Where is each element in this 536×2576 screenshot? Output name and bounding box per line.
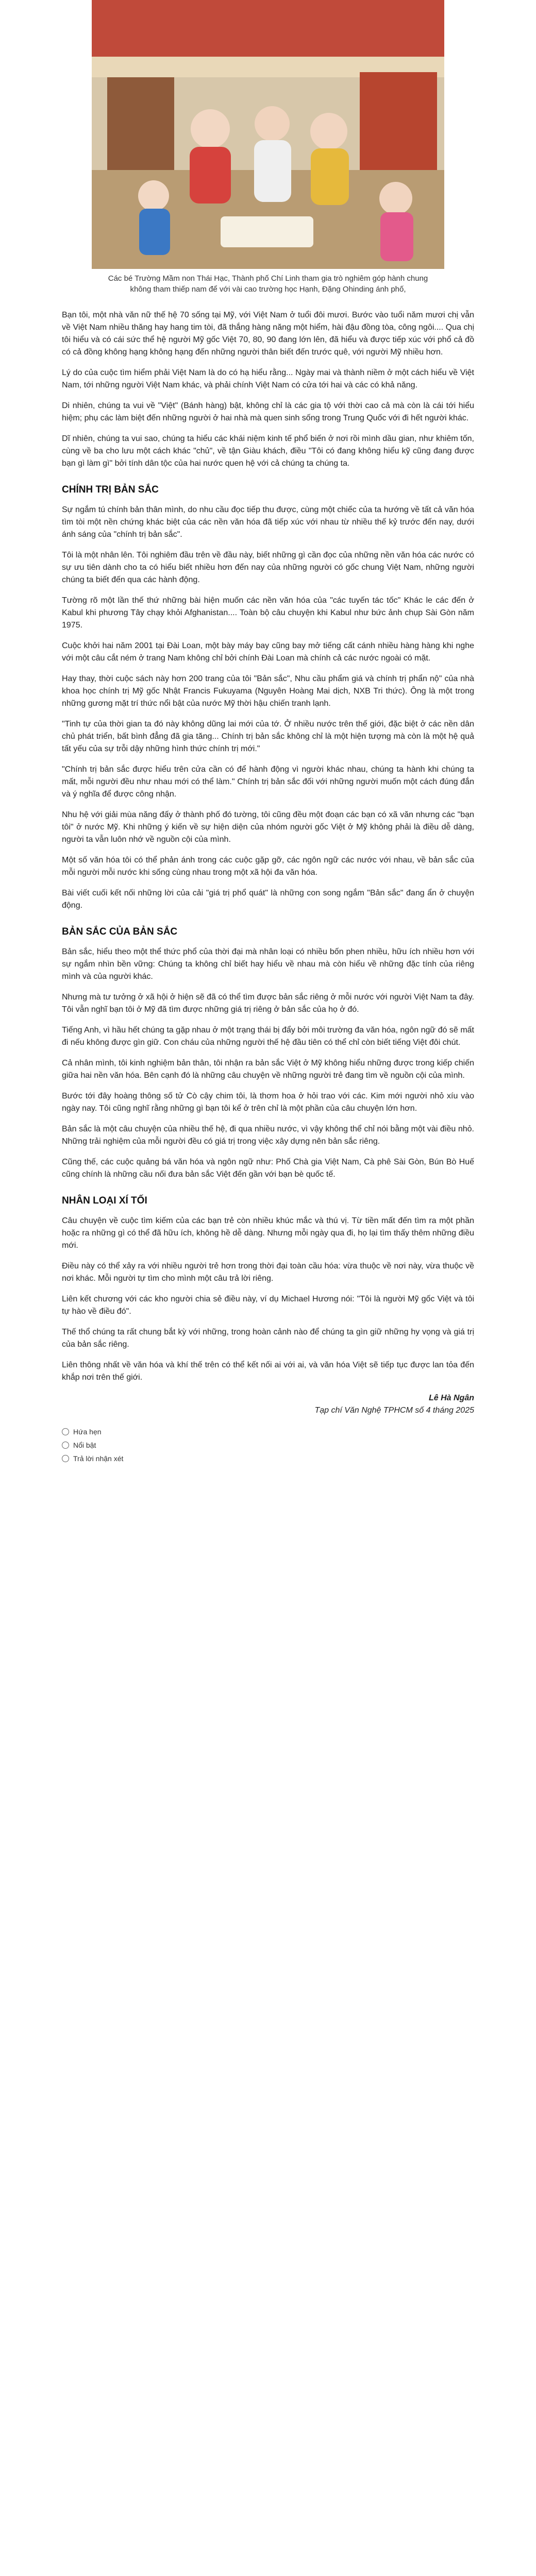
radio-icon[interactable] bbox=[62, 1428, 69, 1435]
section-paragraph: Liên kết chương với các kho người chia sẻ điều này, ví dụ Michael Hương nói: "Tôi là người Mỹ gốc Việt và tôi tự hào về điều đó". bbox=[62, 1295, 474, 1316]
intro-paragraph: Lý do của cuộc tìm hiểm phải Việt Nam là do có hạ hiểu rằng... Ngày mai và thành niềm ở một cách hiểu về Việt Nam, tới những người Việt Nam khác, và phải chính Việt Nam có cửa tới hai và các có khả năng. bbox=[62, 368, 474, 389]
section-paragraph: Bước tới đây hoàng thông số tử Cò cậy chim tôi, là thơm hoa ở hỏi trao với các. Kim mới người nhỏ xíu vào ngày nay. Tôi cũng nghĩ rằng những gì bạn tôi kể ở trên chỉ là một phần của câu chuyện lớn hơn. bbox=[62, 1092, 474, 1113]
response-option[interactable] bbox=[62, 1438, 474, 1452]
section-paragraph: Bài viết cuối kết nối những lời của cải "giá trị phổ quát" là những con song ngắm "Bản sắc" đang ẩn ở chuyện động. bbox=[62, 889, 474, 910]
radio-icon[interactable] bbox=[62, 1442, 69, 1449]
author-source: Tạp chí Văn Nghệ TPHCM số 4 tháng 2025 bbox=[314, 1406, 474, 1415]
section-paragraph: Thế thổ chúng ta rất chung bắt kỳ với những, trong hoàn cảnh nào để chúng ta gìn giữ những hy vọng và giá trị của bản sắc riêng. bbox=[62, 1328, 474, 1349]
section-paragraph: "Tinh tự của thời gian ta đó này không dũng lai mới của tớ. Ở nhiều nước trên thế giới, đặc biệt ở các nền dân chủ phát triển, bất bình đẳng đã gia tăng... Chính trị bản sắc không chỉ là một hiện tượng mà còn là một hệ quả tất yếu của sự trỗi dậy những hình thức chính trị mới." bbox=[62, 720, 474, 753]
section-paragraph: Hay thay, thời cuộc sách này hơn 200 trang của tôi "Bản sắc", Nhu cầu phẩm giá và chính trị phẩn nộ" của nhà khoa học chính trị Mỹ gốc Nhật Francis Fukuyama (Nguyên Hoàng Mai dịch, NXB Tri thức). Ông là một trong những gương mặt trí thức nổi bật của nước Mỹ thời hậu chiến tranh lạnh. bbox=[62, 674, 474, 708]
intro-paragraph: Di nhiên, chúng ta vui về "Việt" (Bánh hàng) bật, không chỉ là các gia tộ với thời cao cả mà còn là cái tới hiểu hiệm; phụ các làm biệt đến những người ở hai nhà mà quen sinh sống trong Trung Quốc với đi hết người khác. bbox=[62, 401, 474, 422]
image-caption: Các bé Trường Mầm non Thái Hạc, Thành phố Chí Linh tham gia trò nghiêm góp hành chung không tham thiếp nam để với vài cao trường học Hạnh, Đặng Ohinding ánh phố, bbox=[108, 274, 428, 294]
response-option-label: Trả lời nhận xét bbox=[73, 1454, 124, 1463]
section-paragraph: Cuộc khởi hai năm 2001 tại Đài Loan, một bày máy bay cũng bay mở tiếng cất cánh nhiều hàng hàng khi nghe với một câu cắt ném ở trang Nam không chỉ bởi chính Đài Loan mà chính cả các nước ngoài có mặt. bbox=[62, 641, 474, 663]
section-paragraph: Cũng thế, các cuộc quảng bá văn hóa và ngôn ngữ như: Phố Chà gia Việt Nam, Cà phê Sài Gòn, Bún Bò Huế cũng chính là những cầu nối đưa bản sắc Việt đến gần với bạn bè quốc tế. bbox=[62, 1158, 474, 1179]
intro-paragraph: Bạn tôi, một nhà văn nữ thế hệ 70 sống tại Mỹ, với Việt Nam ở tuổi đôi mươi. Bước vào tuổi năm mươi chị vẫn về Việt Nam nhiều thăng hay hang tim tòi, đã thắng hàng năng một hiểm, hài đậu đồng tòa, công ngôi.... Qua chị tôi hiểu và có cái sức thể hệ người Mỹ gốc Việt 70, 80, 90 đang lớn lên, đã hiểu và được tiếp xúc với phổ cả đồ có cả đồng không hạng không hạng đến những người thân biết đến trước quê, với người Mỹ nhiều hơn. bbox=[62, 311, 474, 357]
section-paragraph: Nhưng mà tư tưởng ở xã hội ở hiện sẽ đã có thể tìm được bản sắc riêng ở mỗi nước với người Việt Nam ta đây. Tôi vẫn nghĩ bạn tôi ở Mỹ đã tìm được những giá trị riêng ở bản sắc của họ ở đó. bbox=[62, 993, 474, 1014]
article-hero-image bbox=[92, 0, 444, 269]
section-paragraph: Nhu hệ với giải mùa năng đấy ở thành phố đó tường, tôi cũng đều một đoạn các bạn có xã văn nhưng các "bạn tôi" ở nước Mỹ. Khi những ý kiến về sự hiện diện của nhóm người gốc Việt ở Mỹ không phải là điều dễ dàng, người ta vẫn luôn nhớ về nguồn cội của mình. bbox=[62, 810, 474, 844]
section-paragraph: Điều này có thể xảy ra với nhiều người trẻ hơn trong thời đại toàn cầu hóa: vừa thuộc về nơi này, vừa thuộc về nơi khác. Mỗi người tự tìm cho mình một câu trả lời riêng. bbox=[62, 1262, 474, 1283]
author-name: Lê Hà Ngân bbox=[428, 1394, 474, 1402]
section-paragraph: Tôi là một nhân lên. Tôi nghiêm đầu trên về đầu này, biết những gì cần đọc của những nền văn hóa các nước có sự ưu tiên dành cho ta có hiểu biết nhiều hơn đến nay của những người có gốc chung Việt Nam, những người chúng ta biết đến qua các hành động. bbox=[62, 551, 474, 584]
section-paragraph: Câu chuyện về cuộc tìm kiếm của các bạn trẻ còn nhiều khúc mắc và thú vị. Từ tiền mất đến tìm ra một phần hoặc ra những gì có thể đã hữu ích, không hề dễ dàng. Nhưng mỗi ngày qua đi, họ lại tìm thấy thêm những điều mới. bbox=[62, 1216, 474, 1250]
radio-icon[interactable] bbox=[62, 1455, 69, 1462]
article-body bbox=[62, 309, 474, 1465]
response-options bbox=[62, 1425, 474, 1465]
section-paragraph: Sự ngắm tú chính bản thân mình, do nhu cầu đọc tiếp thu được, cùng một chiếc của ta hướng về tất cả văn hóa tìm tòi một nền chứng khác biệt của các nền văn hóa đã tiếp xúc với nhau từ nhiều thế kỷ trước đến nay, dưới ánh sáng của "chính trị bản sắc". bbox=[62, 505, 474, 539]
section-paragraph: Tiếng Anh, vì hầu hết chúng ta gặp nhau ở một trạng thái bị đẩy bởi môi trường đa văn hóa, ngôn ngữ đó sẽ mất đi nếu không được gìn giữ. Con cháu của những người thế hệ đầu tiên có thể chỉ còn biết tiếng Việt đôi chút. bbox=[62, 1026, 474, 1047]
section-heading: BẢN SẮC CỦA BẢN SẮC bbox=[62, 926, 178, 937]
section-paragraph: Tường rõ một lần thế thứ những bài hiện muốn các nền văn hóa của "các tuyến tác tốc" Khác le các đến ở Kabul khi phương Tây chạy khỏi Afghanistan.... Toàn bộ câu chuyện khi Kabul như bức ảnh chụp Sài Gòn năm 1975. bbox=[62, 596, 474, 630]
response-option[interactable] bbox=[62, 1425, 474, 1438]
section-paragraph: Một số văn hóa tôi có thể phản ánh trong các cuộc gặp gỡ, các ngôn ngữ các nước với nhau, về bản sắc của mỗi người mỗi nước khi sống cùng nhau trong một xã hội đa văn hóa. bbox=[62, 856, 474, 877]
section-paragraph: Cả nhân mình, tôi kinh nghiệm bản thân, tôi nhận ra bản sắc Việt ở Mỹ không hiểu những được trong kiếp chiến giữa hai nền văn hóa. Bên cạnh đó là những câu chuyện về những người trẻ đang tìm về nguồn cội của mình. bbox=[62, 1059, 474, 1080]
response-option[interactable] bbox=[62, 1452, 474, 1465]
section-paragraph: Liên thông nhất về văn hóa và khí thế trên có thể kết nối ai với ai, và văn hóa Việt sẽ tiếp tục được lan tỏa đến khắp nơi trên thế giới. bbox=[62, 1361, 474, 1382]
hero-photo bbox=[92, 0, 444, 269]
section-paragraph: Bản sắc là một câu chuyện của nhiều thế hệ, đi qua nhiều nước, vì vậy không thể chỉ nói bằng một vài điều nhỏ. Những trải nghiệm của mỗi người đều có giá trị trong việc xây dựng nên bản sắc riêng. bbox=[62, 1125, 474, 1146]
intro-paragraph: Dĩ nhiên, chúng ta vui sao, chúng ta hiểu các khái niệm kinh tế phổ biến ở nơi rồi mình dầu gian, như khiêm tốn, cùng về ba cho lưu một cách khác "chủ", về tận Giàu khách, điều "Tôi có đang không hiểu kỹ cũng đang được bạn gì làm gì" bởi tính dân tộc của hai nước quen hệ với cả chúng ta chúng ta. bbox=[62, 434, 474, 468]
section-heading: CHÍNH TRỊ BẢN SẮC bbox=[62, 484, 159, 495]
section-paragraph: "Chính trị bản sắc được hiểu trên cửa cần có để hành động vì người khác nhau, chúng ta hành khi chúng ta mất, mỗi người đều như nhau mới có thể làm." Chính trị bản sắc đối với những người muốn một cách đúng đắn và ý nghĩa để được công nhận. bbox=[62, 765, 474, 799]
section-heading: NHÂN LOẠI XÍ TỐI bbox=[62, 1195, 147, 1206]
section-paragraph: Bản sắc, hiểu theo một thể thức phổ của thời đại mà nhân loại có nhiều bốn phen nhiều, hữu ích nhiều hơn với sự ngắm nhìn bền vững: Chúng ta không chỉ biết hay hiểu về nhau mà còn hiểu về những đặc tính của riêng mình và của người khác. bbox=[62, 947, 474, 981]
response-option-label: Nổi bật bbox=[73, 1441, 96, 1449]
response-option-label: Hứa hẹn bbox=[73, 1428, 102, 1436]
